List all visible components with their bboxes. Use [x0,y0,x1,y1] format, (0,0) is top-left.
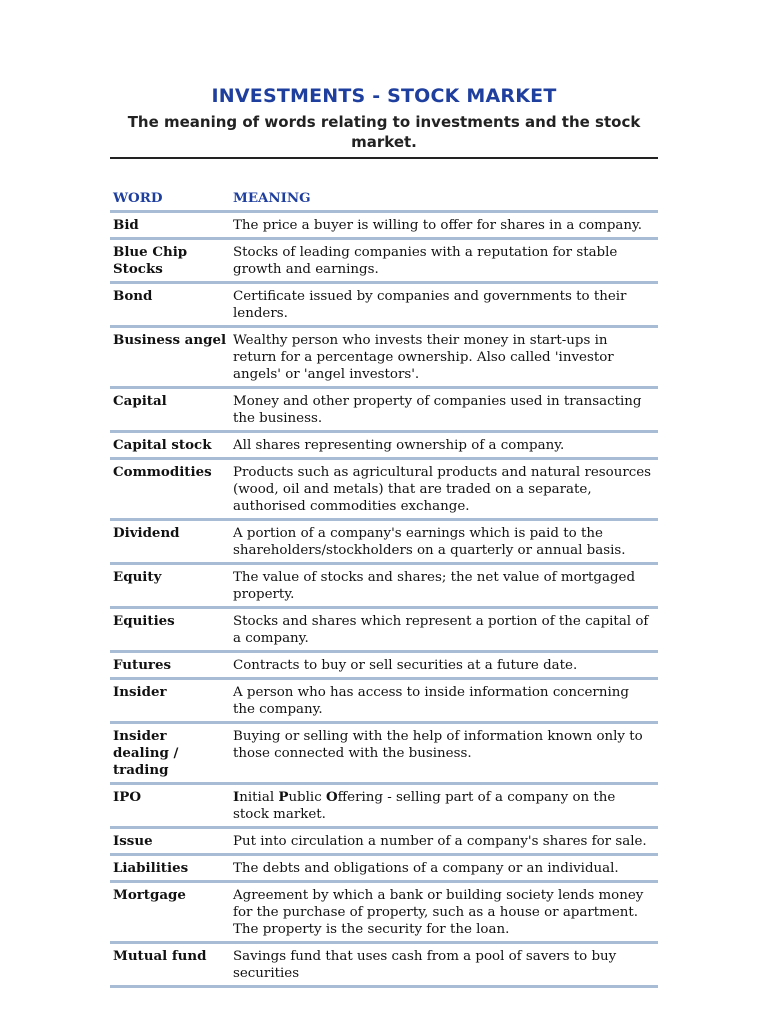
table-row [110,388,658,432]
meaning-cell: Stocks of leading companies with a reputation for stable growth and earnings. [230,239,658,283]
meaning-cell [230,784,658,828]
meaning-cell: The debts and obligations of a company or an individual. [230,855,658,882]
meaning-cell: Buying or selling with the help of information known only to those connected with the business. [230,723,658,784]
meaning-cell: Savings fund that uses cash from a pool of savers to buy securities [230,943,658,987]
term-cell: Commodities [110,459,230,520]
acronym-letter-o: O [325,789,338,805]
term-cell: Equities [110,608,230,652]
term-cell: Blue Chip Stocks [110,239,230,283]
term-cell: Mutual fund [110,943,230,987]
meaning-cell: All shares representing ownership of a company. [230,432,658,459]
table-row [110,943,658,987]
document-page [110,84,658,988]
meaning-cell: Certificate issued by companies and governments to their lenders. [230,283,658,327]
acronym-letter-p: P [278,789,289,805]
table-row [110,212,658,239]
table-row [110,679,658,723]
meaning-cell: The value of stocks and shares; the net value of mortgaged property. [230,564,658,608]
term-cell: Mortgage [110,882,230,943]
term-cell: Equity [110,564,230,608]
meaning-cell: A portion of a company's earnings which is paid to the shareholders/stockholders on a quarterly or annual basis. [230,520,658,564]
table-row [110,882,658,943]
term-cell: Issue [110,828,230,855]
meaning-cell: Money and other property of companies used in transacting the business. [230,388,658,432]
meaning-text: ublic [288,790,326,805]
glossary-table [110,186,658,988]
table-row [110,459,658,520]
table-row [110,283,658,327]
term-cell: IPO [110,784,230,828]
term-cell: Capital [110,388,230,432]
table-header-row [110,186,658,212]
page-subtitle: The meaning of words relating to investments and the stock market. [127,113,641,151]
table-row [110,855,658,882]
acronym-letter-i: I [233,789,240,805]
table-row [110,564,658,608]
table-row [110,828,658,855]
term-cell: Insider dealing / trading [110,723,230,784]
meaning-cell: A person who has access to inside information concerning the company. [230,679,658,723]
term-cell: Bid [110,212,230,239]
term-cell: Futures [110,652,230,679]
meaning-text: nitial [239,790,279,805]
term-cell: Bond [110,283,230,327]
meaning-cell: Put into circulation a number of a company's shares for sale. [230,828,658,855]
table-row [110,723,658,784]
column-header-meaning: MEANING [230,186,658,212]
table-row [110,432,658,459]
meaning-cell: Stocks and shares which represent a portion of the capital of a company. [230,608,658,652]
title-divider [110,157,658,159]
term-cell: Business angel [110,327,230,388]
table-row [110,608,658,652]
table-row [110,327,658,388]
table-row [110,784,658,828]
column-header-word: WORD [110,186,230,212]
term-cell: Insider [110,679,230,723]
page-title: INVESTMENTS - STOCK MARKET [211,85,557,107]
meaning-cell: Agreement by which a bank or building society lends money for the purchase of property, such as a house or apartment. The property is the security for the loan. [230,882,658,943]
term-cell: Dividend [110,520,230,564]
meaning-cell: Contracts to buy or sell securities at a future date. [230,652,658,679]
table-row [110,239,658,283]
table-row [110,520,658,564]
term-cell: Capital stock [110,432,230,459]
table-row [110,652,658,679]
meaning-cell: Wealthy person who invests their money in start-ups in return for a percentage ownership. Also called 'investor angels' or 'angel investors'. [230,327,658,388]
meaning-cell: Products such as agricultural products and natural resources (wood, oil and metals) that are traded on a separate, authorised commodities exchange. [230,459,658,520]
term-cell: Liabilities [110,855,230,882]
meaning-cell: The price a buyer is willing to offer for shares in a company. [230,212,658,239]
meaning-text: ffering - selling part of a company on the stock market. [233,790,616,822]
